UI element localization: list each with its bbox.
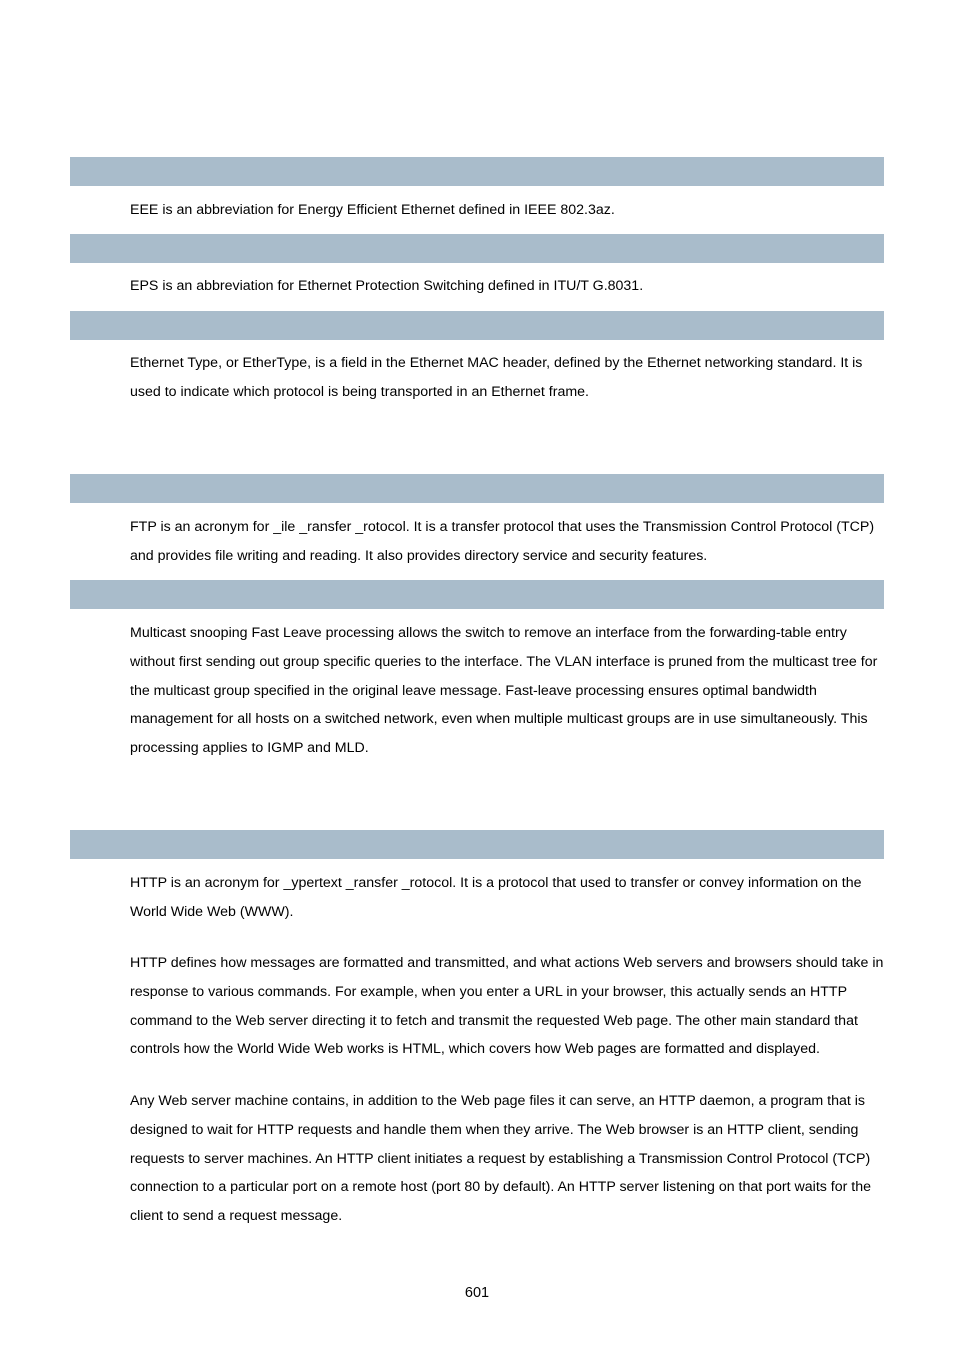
definition-text: Any Web server machine contains, in addition to the Web page files it can serve, an HTTP daemon, a program that is designed to wait for HTTP requests and handle them when they arrive. The Web browser is an HTTP client, sending requests to server machines. An HTTP client initiates a request by establishing a Transmission Control Protocol (TCP) connection to a particular port on a remote host (port 80 by default). An HTTP server listening on that port waits for the client to send a request message. — [130, 1093, 872, 1225]
definition-text: HTTP is an acronym for _ypertext _ransfer _rotocol. It is a protocol that used to transfer or convey information on the World Wide Web (WWW). — [130, 875, 862, 920]
definition-text: EEE is an abbreviation for Energy Efficient Ethernet defined in IEEE 802.3az. — [130, 202, 615, 218]
section-header-bar — [70, 474, 884, 503]
section-header-bar — [70, 830, 884, 859]
definition-text: EPS is an abbreviation for Ethernet Protection Switching defined in ITU/T G.8031. — [130, 278, 644, 294]
definition-text: FTP is an acronym for _ile _ransfer _rotocol. It is a transfer protocol that uses the Transmission Control Protocol (TCP) and provides file writing and reading. It also provides directory service and security features. — [130, 519, 875, 564]
section-header-bar — [70, 157, 884, 186]
definition-text: HTTP defines how messages are formatted and transmitted, and what actions Web servers and browsers should take in response to various commands. For example, when you enter a URL in your browser, this actually sends an HTTP command to the Web server directing it to fetch and transmit the requested Web page. The other main standard that controls how the World Wide Web works is HTML, which covers how Web pages are formatted and displayed. — [130, 955, 884, 1058]
section-header-bar — [70, 311, 884, 340]
definition-text: Multicast snooping Fast Leave processing allows the switch to remove an interface from the forwarding-table entry without first sending out group specific queries to the interface. The VLAN interface is pruned from the multicast tree for the multicast group specified in the original leave message. Fast-leave processing ensures optimal bandwidth management for all hosts on a switched network, even when multiple multicast groups are in use simultaneously. This processing applies to IGMP and MLD. — [130, 625, 878, 757]
section-header-bar — [70, 234, 884, 263]
section-header-bar — [70, 580, 884, 609]
page-number: 601 — [464, 1285, 490, 1301]
definition-text: Ethernet Type, or EtherType, is a field in the Ethernet MAC header, defined by the Ethernet networking standard. It is used to indicate which protocol is being transported in an Ethernet frame. — [130, 355, 863, 400]
